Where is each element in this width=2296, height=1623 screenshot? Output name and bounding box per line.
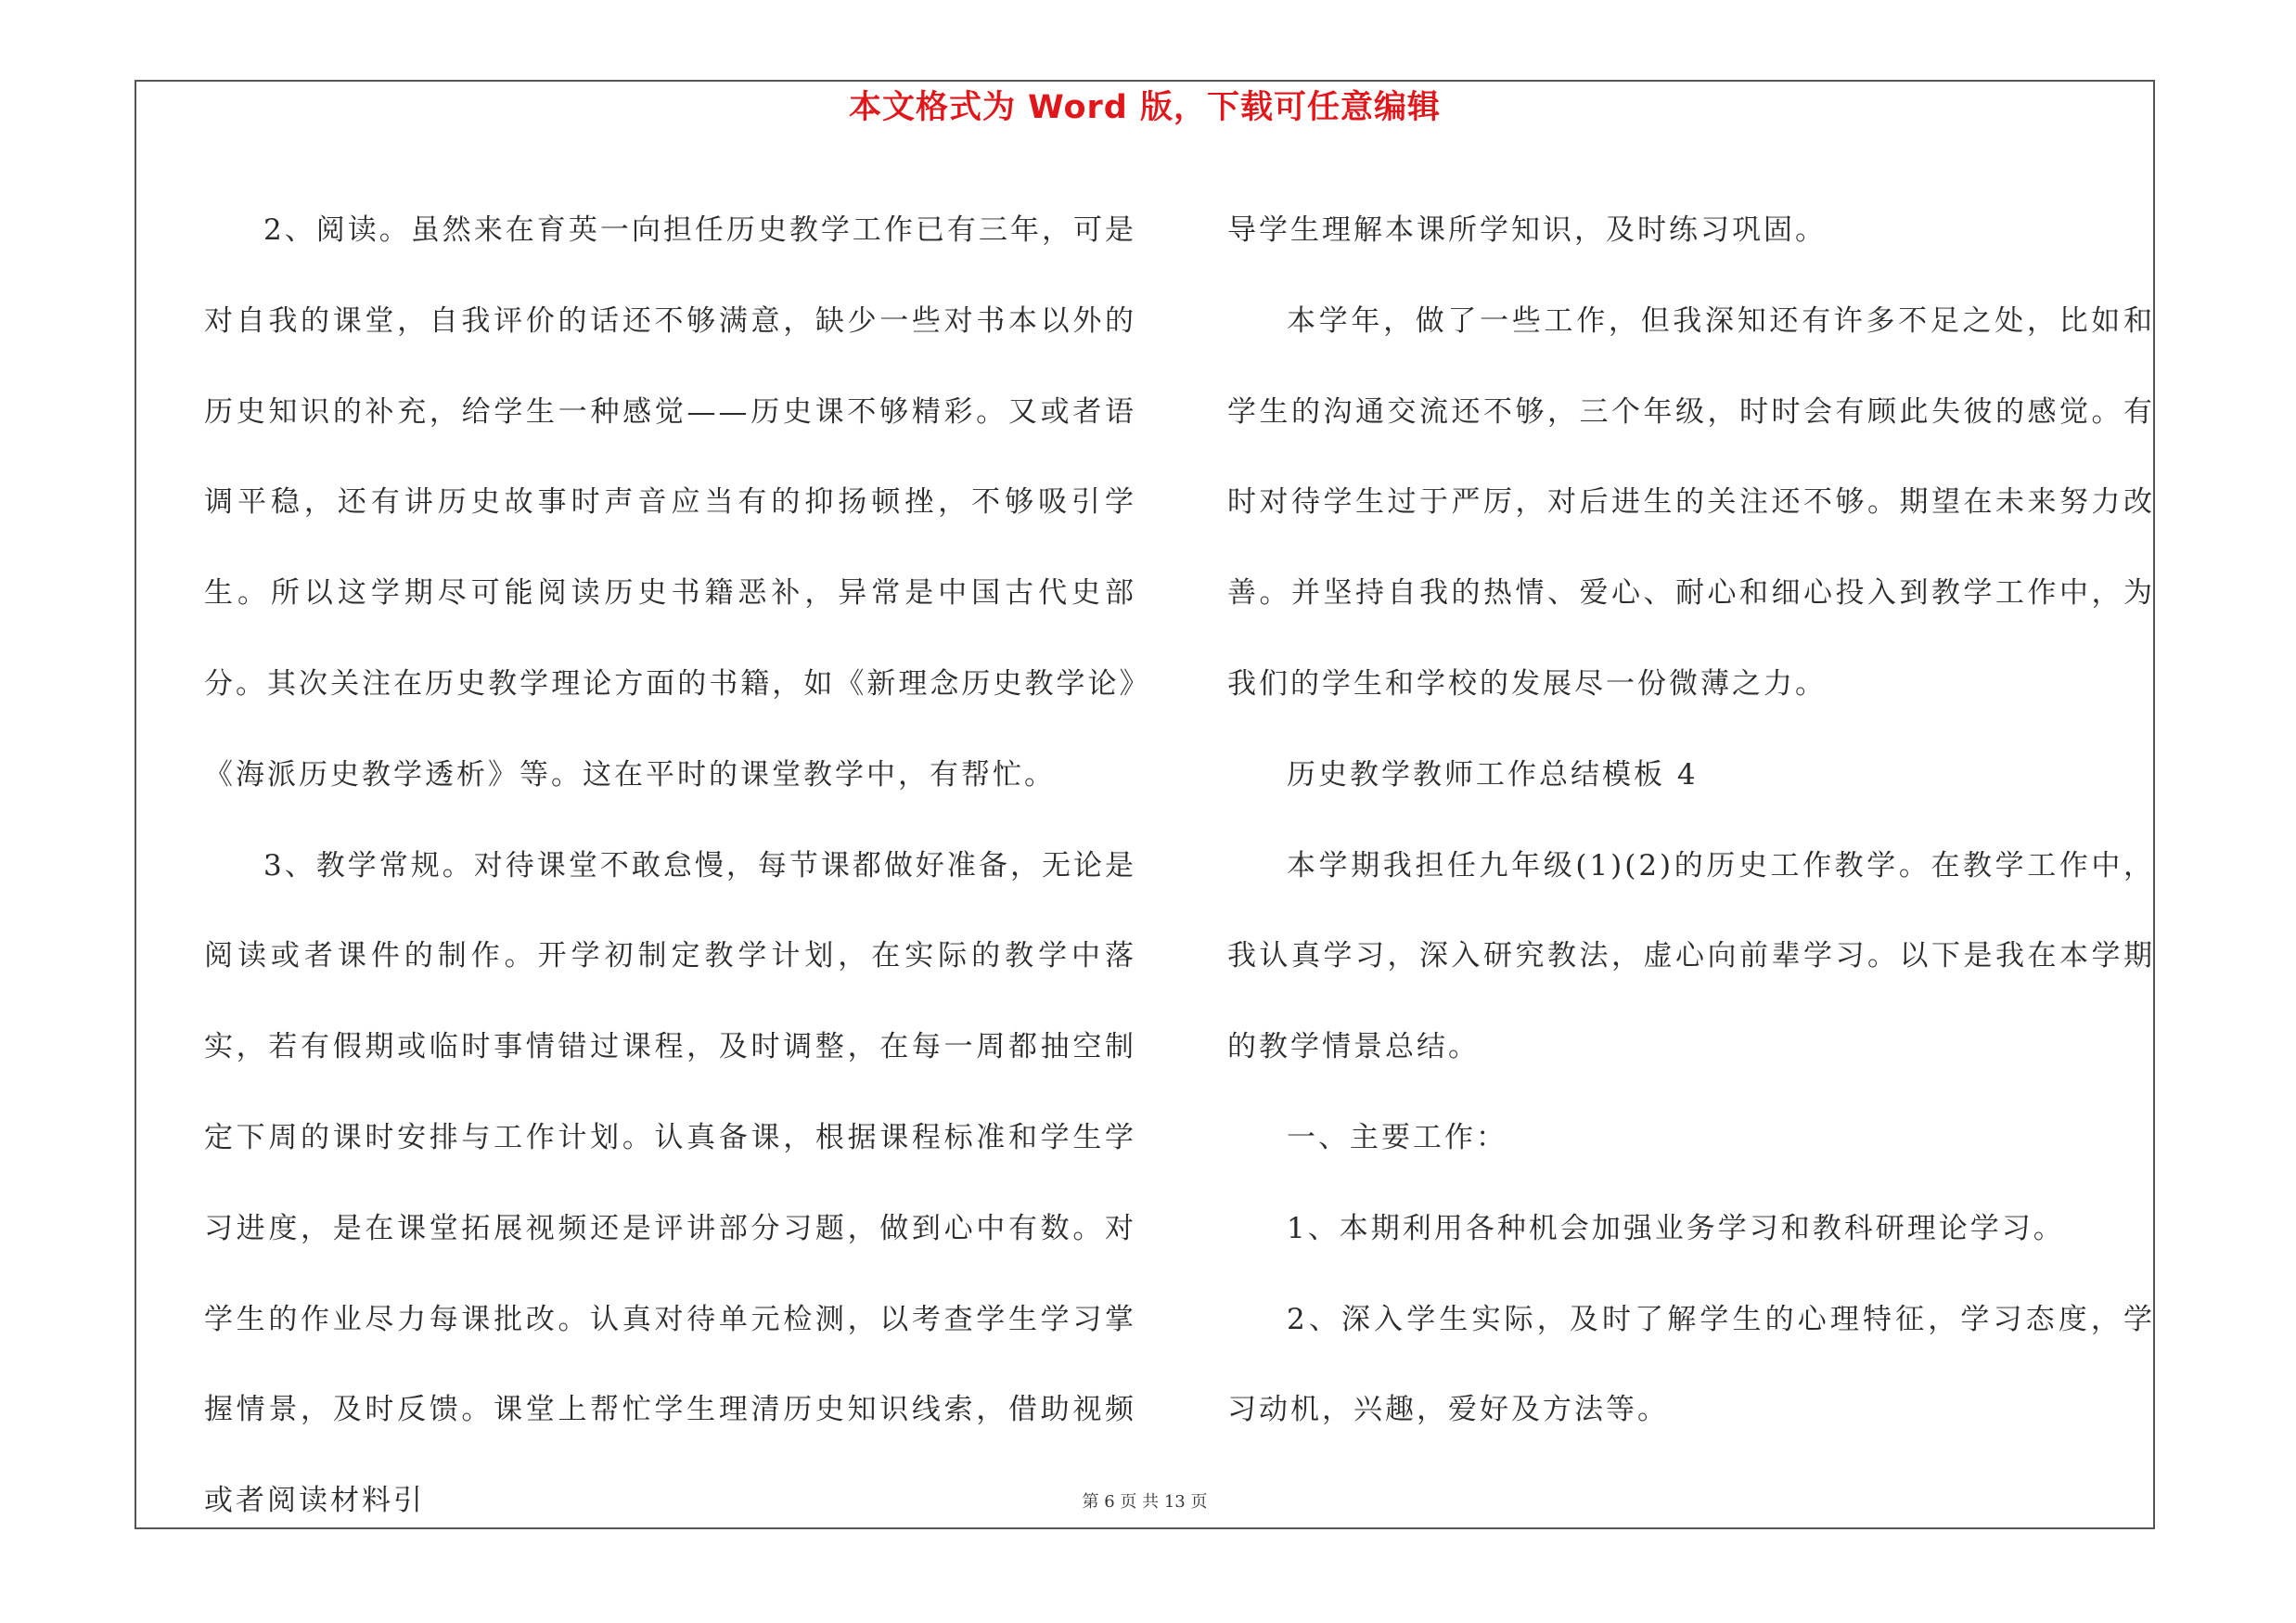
paragraph-continuation: 导学生理解本课所学知识，及时练习巩固。 [1227,213,1827,247]
document-banner: 本文格式为 Word 版，下载可任意编辑 [848,89,1442,126]
paragraph-teaching-routine: 3、教学常规。对待课堂不敢怠慢，每节课都做好准备，无论是阅读或者课件的制作。开学初制定教学计划，在实际的教学中落实，若有假期或临时事情错过课程，及时调整，在每一周都抽空制定下周的课时安排与工作计划。认真备课，根据课程标准和学生学习进度，是在课堂拓展视频还是评讲部分习题，做到心中有数。对学生的作业尽力每课批改。认真对待单元检测，以考查学生学习掌握情景，及时反馈。课堂上帮忙学生理清历史知识线索，借助视频或者阅读材料引 [204,848,1136,1518]
heading-main-work: 一、主要工作： [1287,1120,1507,1154]
right-column [1227,186,2155,1456]
paragraph-item-1: 1、本期利用各种机会加强业务学习和教科研理论学习。 [1287,1211,2065,1245]
section-heading-template-4: 历史教学教师工作总结模板 4 [1287,757,1699,792]
left-column [204,186,1136,1547]
page-number-footer: 第 6 页 共 13 页 [1082,1492,1208,1512]
paragraph-intro: 本学期我担任九年级(1)(2)的历史工作教学。在教学工作中，我认真学习，深入研究教法，虚心向前辈学习。以下是我在本学期的教学情景总结。 [1227,848,2155,1064]
paragraph-self-review: 本学年，做了一些工作，但我深知还有许多不足之处，比如和学生的沟通交流还不够，三个年级，时时会有顾此失彼的感觉。有时对待学生过于严厉，对后进生的关注还不够。期望在未来努力改善。并坚持自我的热情、爱心、耐心和细心投入到教学工作中，为我们的学生和学校的发展尽一份微薄之力。 [1227,303,2155,701]
paragraph-item-2: 2、深入学生实际，及时了解学生的心理特征，学习态度，学习动机，兴趣，爱好及方法等。 [1227,1302,2155,1427]
paragraph-reading: 2、阅读。虽然来在育英一向担任历史教学工作已有三年，可是对自我的课堂，自我评价的话还不够满意，缺少一些对书本以外的历史知识的补充，给学生一种感觉——历史课不够精彩。又或者语调平稳，还有讲历史故事时声音应当有的抑扬顿挫，不够吸引学生。所以这学期尽可能阅读历史书籍恶补，异常是中国古代史部分。其次关注在历史教学理论方面的书籍，如《新理念历史教学论》《海派历史教学透析》等。这在平时的课堂教学中，有帮忙。 [204,213,1136,792]
